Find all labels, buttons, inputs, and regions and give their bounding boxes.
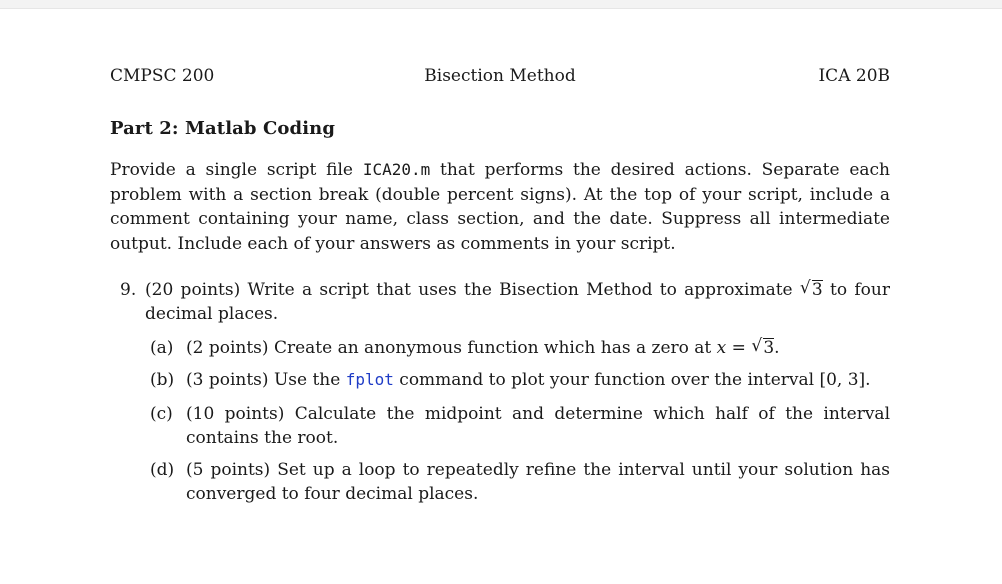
subpart-a-label: (a) (150, 338, 174, 358)
equals-sign: = (726, 338, 752, 358)
instructions-paragraph (110, 158, 890, 256)
subpart-a-text-1: (2 points) Create an anonymous function which has a zero at (186, 338, 717, 358)
problem-9-text-2: to four decimal places. (145, 280, 890, 324)
sqrt-radicand: 3 (811, 280, 823, 300)
subpart-a-text-2: . (774, 338, 780, 358)
script-filename: ICA20.m (362, 160, 431, 179)
subpart-c-text: (10 points) Calculate the midpoint and determine which half of the interval contains the root. (186, 404, 890, 448)
page-header (110, 66, 890, 92)
fplot-command: fplot (345, 370, 394, 389)
document-page (0, 8, 1002, 584)
problem-9-text-1: (20 points) Write a script that uses the Bisection Method to approximate (145, 280, 800, 300)
subpart-d-label: (d) (150, 460, 175, 480)
subpart-c-label: (c) (150, 404, 173, 424)
sqrt-expression (751, 336, 774, 360)
sqrt-expression (800, 278, 823, 302)
course-code: CMPSC 200 (110, 66, 215, 86)
assignment-id: ICA 20B (818, 66, 890, 86)
problem-9-statement (145, 278, 890, 326)
problem-number: 9. (120, 280, 137, 300)
subpart-a-text (186, 336, 890, 360)
subpart-d-text: (5 points) Set up a loop to repeatedly refine the interval until your solution has converged to four decimal places. (186, 460, 890, 504)
header-topic: Bisection Method (424, 66, 576, 86)
math-variable-x: x (716, 338, 727, 358)
subpart-b-text-1: (3 points) Use the (186, 370, 346, 390)
instructions-text-2: that performs the desired actions. Separate each problem with a section break (double percent signs). At the top of your script, include a comment containing your name, class section, and the date. Suppress all intermediate output. Include each of your answers as comments in your script. (110, 160, 891, 254)
subpart-b-text (186, 368, 890, 392)
subpart-b-text-2: command to plot your function over the interval [0, 3]. (393, 370, 871, 390)
sqrt-radicand: 3 (763, 338, 775, 358)
section-heading: Part 2: Matlab Coding (110, 118, 335, 139)
subpart-b-label: (b) (150, 370, 175, 390)
radical-sign: √ (751, 336, 763, 356)
instructions-text-1: Provide a single script file (110, 160, 363, 180)
radical-sign: √ (799, 278, 811, 298)
